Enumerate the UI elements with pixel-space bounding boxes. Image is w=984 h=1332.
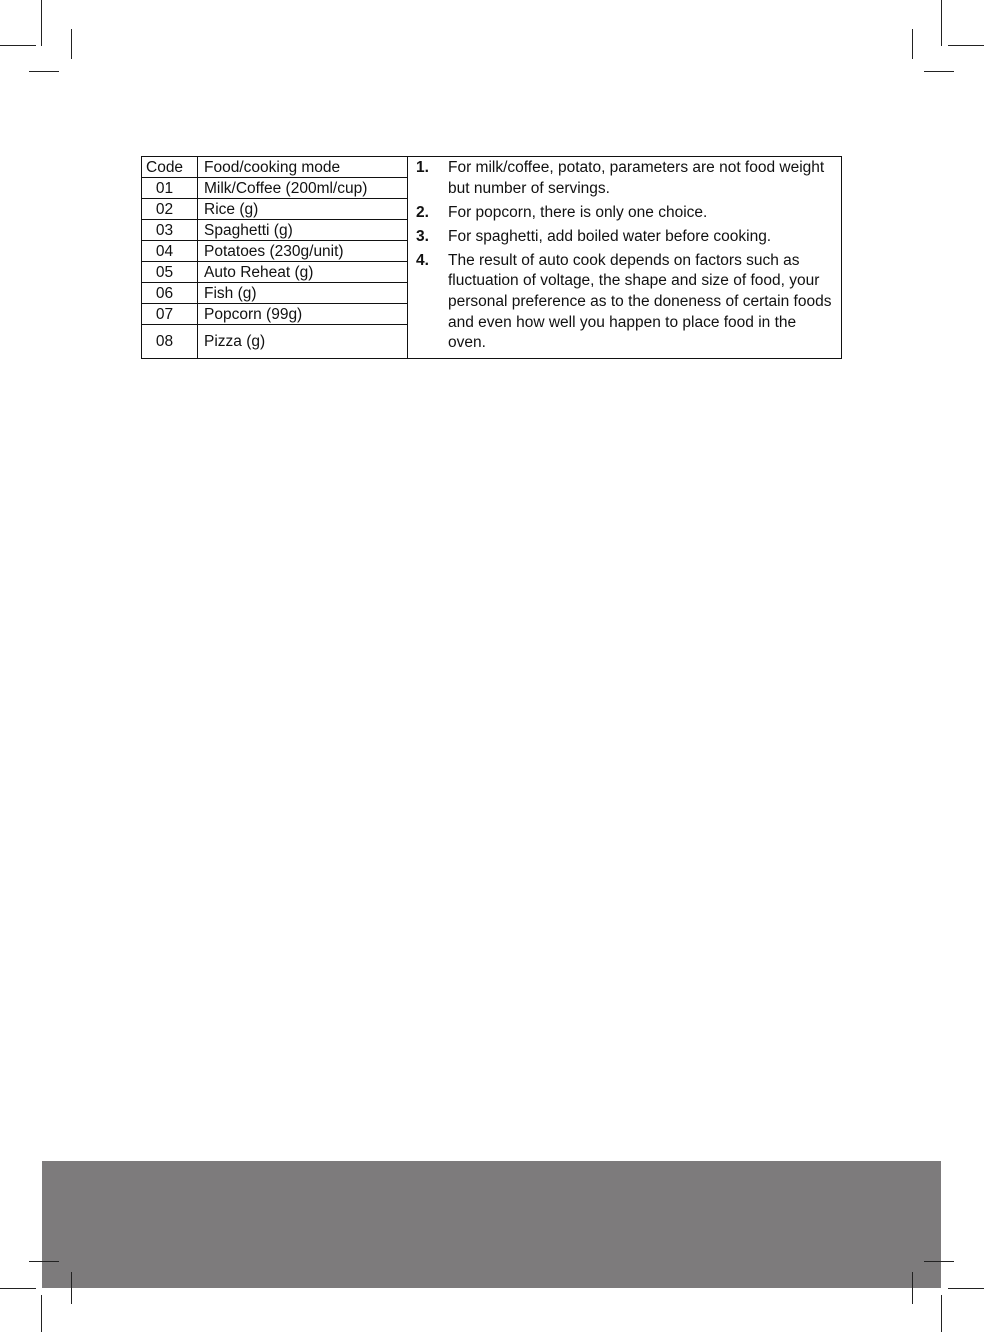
note-item xyxy=(416,227,833,248)
note-item xyxy=(416,158,833,199)
row-food: Milk/Coffee (200ml/cup) xyxy=(198,178,408,199)
crop-mark-bottom-right-horizontal-inner xyxy=(924,1261,954,1262)
crop-mark-top-right-vertical-inner xyxy=(912,29,913,59)
row-code: 04 xyxy=(142,241,198,262)
crop-mark-top-right-horizontal-outer xyxy=(948,45,984,46)
note-number: 2. xyxy=(416,203,429,221)
note-text: For milk/coffee, potato, parameters are not food weight but number of servings. xyxy=(448,159,825,197)
row-food: Spaghetti (g) xyxy=(198,220,408,241)
crop-mark-bottom-left-vertical-inner xyxy=(71,1272,72,1304)
note-item xyxy=(416,251,833,354)
notes-list xyxy=(416,158,833,354)
row-code: 02 xyxy=(142,199,198,220)
row-food: Potatoes (230g/unit) xyxy=(198,241,408,262)
header-code: Code xyxy=(142,157,198,178)
row-food: Rice (g) xyxy=(198,199,408,220)
crop-mark-bottom-left-horizontal-inner xyxy=(29,1261,59,1262)
row-code: 06 xyxy=(142,283,198,304)
row-food: Fish (g) xyxy=(198,283,408,304)
note-text: For spaghetti, add boiled water before cooking. xyxy=(448,227,772,245)
auto-cook-table xyxy=(141,156,842,359)
note-text: The result of auto cook depends on factors such as fluctuation of voltage, the shape and size of food, your personal preference as to the doneness of certain foods and even how well you happen to place food in the oven. xyxy=(448,251,832,352)
crop-mark-bottom-left-horizontal-outer xyxy=(0,1288,36,1289)
crop-mark-top-right-vertical-outer xyxy=(941,0,942,46)
crop-mark-top-right-horizontal-inner xyxy=(924,71,954,72)
header-food: Food/cooking mode xyxy=(198,157,408,178)
crop-mark-top-left-horizontal-inner xyxy=(29,71,59,72)
note-item xyxy=(416,203,833,224)
crop-mark-top-left-vertical-outer xyxy=(41,0,42,46)
row-food: Auto Reheat (g) xyxy=(198,262,408,283)
crop-mark-bottom-left-vertical-outer xyxy=(41,1295,42,1332)
note-number: 4. xyxy=(416,251,429,269)
footer-bar xyxy=(42,1161,941,1288)
row-code: 01 xyxy=(142,178,198,199)
note-text: For popcorn, there is only one choice. xyxy=(448,203,708,221)
crop-mark-top-left-vertical-inner xyxy=(71,29,72,59)
crop-mark-bottom-right-vertical-inner xyxy=(912,1272,913,1304)
notes-cell xyxy=(408,157,842,359)
row-code: 05 xyxy=(142,262,198,283)
row-code: 03 xyxy=(142,220,198,241)
row-food: Pizza (g) xyxy=(198,325,408,359)
crop-mark-bottom-right-vertical-outer xyxy=(941,1295,942,1332)
note-number: 3. xyxy=(416,227,429,245)
row-code: 07 xyxy=(142,304,198,325)
row-food: Popcorn (99g) xyxy=(198,304,408,325)
note-number: 1. xyxy=(416,159,429,176)
crop-mark-top-left-horizontal-outer xyxy=(0,45,36,46)
row-code: 08 xyxy=(142,325,198,359)
crop-mark-bottom-right-horizontal-outer xyxy=(948,1288,984,1289)
table-header-row xyxy=(142,157,842,178)
